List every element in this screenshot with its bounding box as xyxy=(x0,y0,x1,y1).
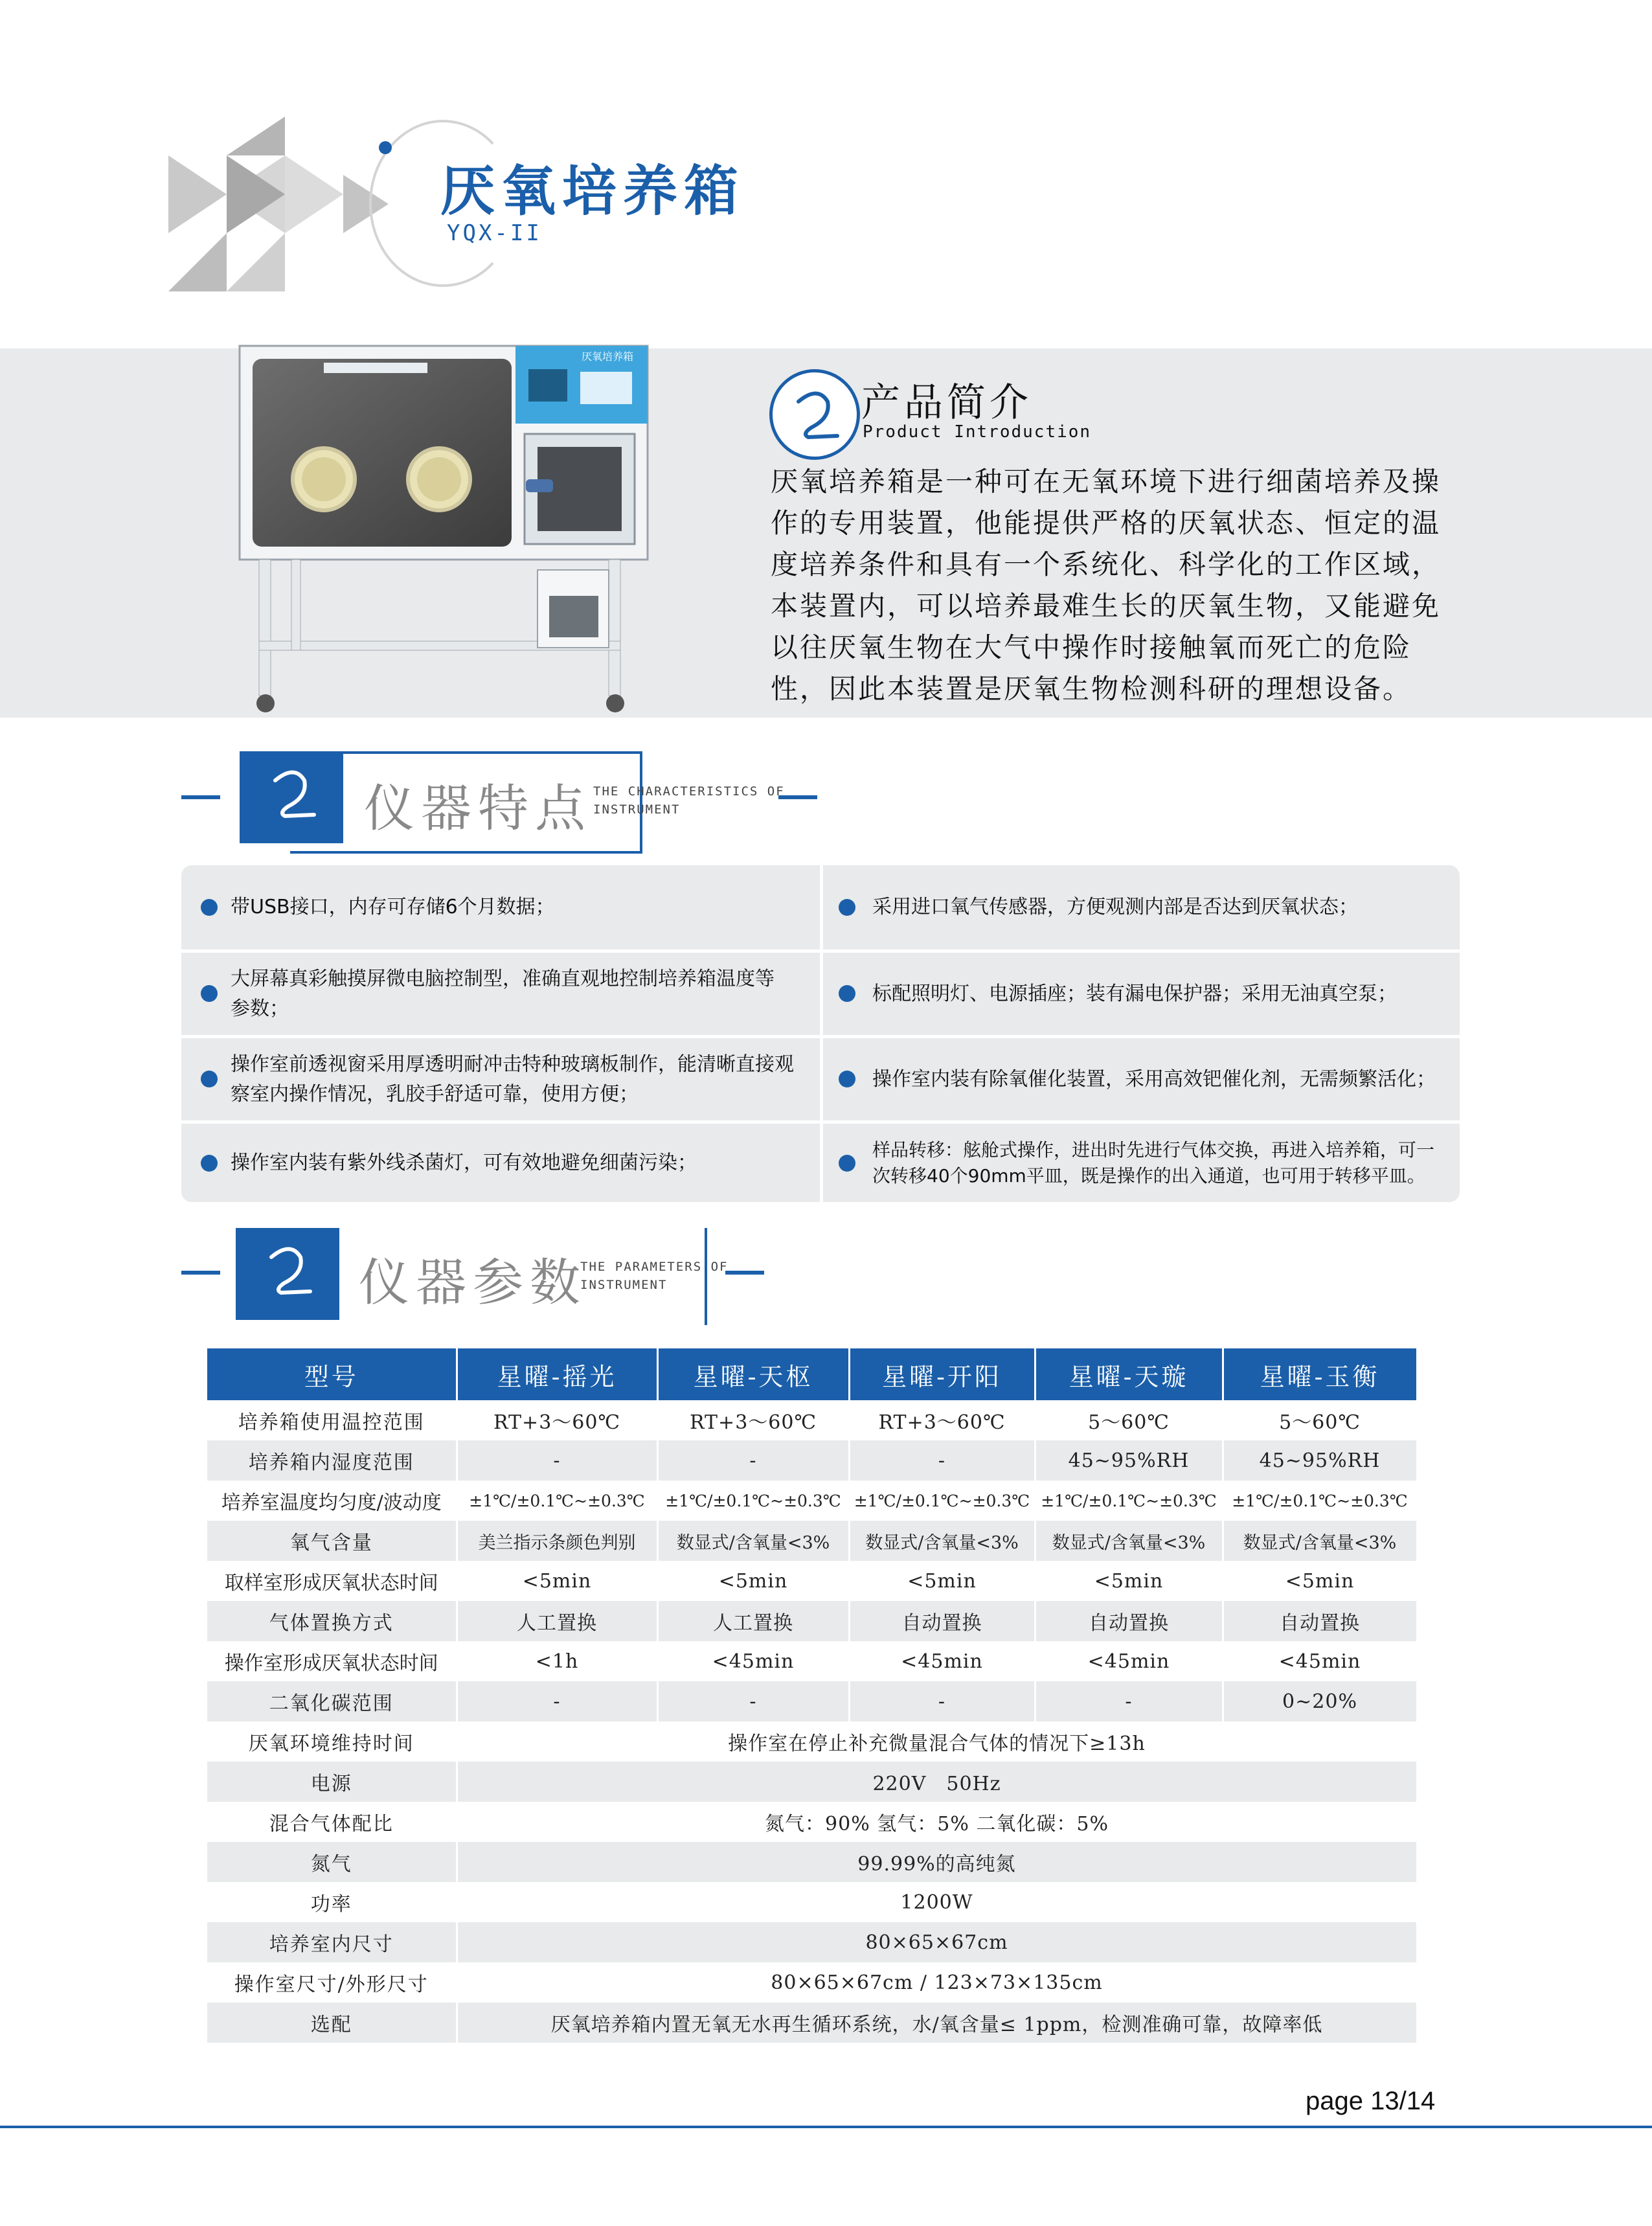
table-header-cell: 星曜-摇光 xyxy=(457,1348,657,1400)
features-section-icon xyxy=(240,751,343,843)
row-label: 培养箱内湿度范围 xyxy=(207,1440,457,1481)
table-header-cell: 星曜-玉衡 xyxy=(1223,1348,1417,1400)
row-label: 氮气 xyxy=(207,1842,457,1882)
table-cell: 自动置换 xyxy=(1223,1601,1417,1641)
bullet-icon xyxy=(839,899,855,916)
table-row xyxy=(207,2003,1417,2043)
feature-text: 带USB接口，内存可存储6个月数据； xyxy=(231,896,555,918)
table-cell: 自动置换 xyxy=(849,1601,1035,1641)
table-row xyxy=(207,1962,1417,2003)
table-cell: 0~20% xyxy=(1223,1681,1417,1721)
features-section-subtitle-1: THE CHARACTERISTICS OF xyxy=(593,784,785,799)
feature-text: 操作室内装有紫外线杀菌灯，可有效地避免细菌污染； xyxy=(231,1151,697,1174)
table-cell: 美兰指示条颜色判别 xyxy=(457,1521,657,1561)
params-section-subtitle-2: INSTRUMENT xyxy=(580,1278,668,1292)
table-cell: 5～60℃ xyxy=(1035,1400,1223,1440)
params-section-line-left xyxy=(181,1271,220,1275)
row-label: 选配 xyxy=(207,2003,457,2043)
table-header-cell: 星曜-天璇 xyxy=(1035,1348,1223,1400)
table-cell: <5min xyxy=(1223,1561,1417,1601)
table-cell: 数显式/含氧量<3% xyxy=(1223,1521,1417,1561)
row-label: 取样室形成厌氧状态时间 xyxy=(207,1561,457,1601)
table-cell: - xyxy=(457,1440,657,1481)
feature-item xyxy=(181,1124,820,1202)
feature-text: 操作室内装有除氧催化装置，采用高效钯催化剂，无需频繁活化； xyxy=(872,1067,1436,1091)
table-cell: - xyxy=(657,1681,849,1721)
table-row xyxy=(207,1561,1417,1601)
intro-title: 产品简介 xyxy=(861,380,1032,426)
table-header-cell: 星曜-天枢 xyxy=(657,1348,849,1400)
row-label: 操作室形成厌氧状态时间 xyxy=(207,1641,457,1681)
params-section-line-right xyxy=(725,1271,764,1275)
table-cell: - xyxy=(457,1681,657,1721)
row-label: 二氧化碳范围 xyxy=(207,1681,457,1721)
table-cell: <45min xyxy=(1223,1641,1417,1681)
params-section-icon xyxy=(236,1228,339,1320)
page-title: 厌氧培养箱 xyxy=(440,159,745,223)
table-header-cell: 星曜-开阳 xyxy=(849,1348,1035,1400)
intro-text: 厌氧培养箱是一种可在无氧环境下进行细菌培养及操作的专用装置，他能提供严格的厌氧状态、恒定的温度培养条件和具有一个系统化、科学化的工作区域，本装置内，可以培养最难生长的厌氧生物，又能避免以往厌氧生物在大气中操作时接触氧而死亡的危险性，因此本装置是厌氧生物检测科研的理想设备。 xyxy=(771,466,1442,705)
table-cell-merged: 220V 50Hz xyxy=(457,1762,1417,1802)
table-cell: 5～60℃ xyxy=(1223,1400,1417,1440)
bullet-icon xyxy=(839,985,855,1002)
params-section-subtitle-1: THE PARAMETERS OF xyxy=(580,1260,729,1274)
table-cell: <5min xyxy=(657,1561,849,1601)
table-cell: 数显式/含氧量<3% xyxy=(849,1521,1035,1561)
features-section-subtitle-2: INSTRUMENT xyxy=(593,802,681,817)
footer-line xyxy=(0,2126,1652,2128)
table-cell: ±1℃/±0.1℃~±0.3℃ xyxy=(457,1481,657,1521)
table-row xyxy=(207,1802,1417,1842)
table-cell: <5min xyxy=(1035,1561,1223,1601)
row-label: 气体置换方式 xyxy=(207,1601,457,1641)
table-cell: 45~95%RH xyxy=(1223,1440,1417,1481)
bullet-icon xyxy=(201,985,218,1002)
table-cell-merged: 1200W xyxy=(457,1882,1417,1922)
table-cell: RT+3～60℃ xyxy=(457,1400,657,1440)
table-row xyxy=(207,1922,1417,1962)
feature-text: 操作室前透视窗采用厚透明耐冲击特种玻璃板制作，能清晰直接观察室内操作情况，乳胶手舒适可靠，使用方便； xyxy=(231,1052,794,1106)
table-row xyxy=(207,1481,1417,1521)
feature-item xyxy=(823,1124,1460,1202)
bullet-icon xyxy=(839,1155,855,1172)
table-cell: - xyxy=(849,1681,1035,1721)
table-cell: 45~95%RH xyxy=(1035,1440,1223,1481)
bullet-icon xyxy=(201,1155,218,1172)
table-row xyxy=(207,1521,1417,1561)
table-cell-merged: 99.99%的高纯氮 xyxy=(457,1842,1417,1882)
header-dot xyxy=(379,141,392,154)
intro-logo-icon xyxy=(769,369,860,460)
table-row xyxy=(207,1440,1417,1481)
row-label: 混合气体配比 xyxy=(207,1802,457,1842)
features-section-line-left xyxy=(181,795,220,799)
row-label: 操作室尺寸/外形尺寸 xyxy=(207,1962,457,2003)
feature-item xyxy=(181,865,820,949)
feature-text: 采用进口氧气传感器，方便观测内部是否达到厌氧状态； xyxy=(872,896,1358,918)
feature-item xyxy=(823,953,1460,1035)
table-cell: RT+3～60℃ xyxy=(657,1400,849,1440)
page-number: page 13/14 xyxy=(1306,2087,1436,2115)
header-decoration xyxy=(168,117,402,291)
table-cell: 数显式/含氧量<3% xyxy=(657,1521,849,1561)
table-row xyxy=(207,1721,1417,1762)
table-cell: <45min xyxy=(849,1641,1035,1681)
product-image xyxy=(233,343,654,725)
feature-item xyxy=(181,953,820,1035)
table-row xyxy=(207,1882,1417,1922)
table-cell: ±1℃/±0.1℃~±0.3℃ xyxy=(1223,1481,1417,1521)
row-label: 培养箱使用温控范围 xyxy=(207,1400,457,1440)
table-row xyxy=(207,1641,1417,1681)
panel-label: 厌氧培养箱 xyxy=(582,350,634,363)
features-section-title: 仪器特点 xyxy=(364,780,593,838)
table-cell: 人工置换 xyxy=(657,1601,849,1641)
table-row xyxy=(207,1601,1417,1641)
intro-subtitle: Product Introduction xyxy=(863,422,1092,442)
table-cell-merged: 80×65×67cm xyxy=(457,1922,1417,1962)
table-row xyxy=(207,1681,1417,1721)
params-table xyxy=(207,1348,1418,2043)
bullet-icon xyxy=(201,899,218,916)
row-label: 培养室温度均匀度/波动度 xyxy=(207,1481,457,1521)
table-cell: <5min xyxy=(457,1561,657,1601)
table-cell-merged: 氮气：90% 氢气：5% 二氧化碳：5% xyxy=(457,1802,1417,1842)
row-label: 功率 xyxy=(207,1882,457,1922)
row-label: 氧气含量 xyxy=(207,1521,457,1561)
table-cell: 自动置换 xyxy=(1035,1601,1223,1641)
table-cell-merged: 操作室在停止补充微量混合气体的情况下≥13h xyxy=(457,1721,1417,1762)
table-row xyxy=(207,1762,1417,1802)
table-cell: ±1℃/±0.1℃~±0.3℃ xyxy=(849,1481,1035,1521)
table-cell: 数显式/含氧量<3% xyxy=(1035,1521,1223,1561)
table-cell: ±1℃/±0.1℃~±0.3℃ xyxy=(1035,1481,1223,1521)
feature-text: 样品转移：舷舱式操作，进出时先进行气体交换，再进入培养箱，可一次转移40个90mm平皿，既是操作的出入通道，也可用于转移平皿。 xyxy=(872,1139,1435,1187)
feature-item xyxy=(823,865,1460,949)
table-row xyxy=(207,1842,1417,1882)
table-cell: - xyxy=(849,1440,1035,1481)
table-cell: 人工置换 xyxy=(457,1601,657,1641)
feature-item xyxy=(823,1038,1460,1120)
table-cell: <45min xyxy=(1035,1641,1223,1681)
row-label: 电源 xyxy=(207,1762,457,1802)
table-cell: ±1℃/±0.1℃~±0.3℃ xyxy=(657,1481,849,1521)
row-label: 厌氧环境维持时间 xyxy=(207,1721,457,1762)
params-section-title: 仪器参数 xyxy=(359,1254,587,1312)
table-cell: <1h xyxy=(457,1641,657,1681)
table-cell: - xyxy=(657,1440,849,1481)
table-header-row xyxy=(207,1348,1417,1400)
feature-item xyxy=(181,1038,820,1120)
bullet-icon xyxy=(201,1071,218,1087)
table-cell-merged: 厌氧培养箱内置无氧无水再生循环系统，水/氧含量≤ 1ppm，检测准确可靠，故障率低 xyxy=(457,2003,1417,2043)
table-cell: - xyxy=(1035,1681,1223,1721)
table-header-cell: 型号 xyxy=(207,1348,457,1400)
table-cell: <5min xyxy=(849,1561,1035,1601)
table-cell: <45min xyxy=(657,1641,849,1681)
table-row xyxy=(207,1400,1417,1440)
table-cell: RT+3～60℃ xyxy=(849,1400,1035,1440)
feature-text: 标配照明灯、电源插座；装有漏电保护器；采用无油真空泵； xyxy=(872,982,1397,1005)
row-label: 培养室内尺寸 xyxy=(207,1922,457,1962)
model-code: YQX-II xyxy=(447,220,542,246)
bullet-icon xyxy=(839,1071,855,1087)
feature-text: 大屏幕真彩触摸屏微电脑控制型，准确直观地控制培养箱温度等参数； xyxy=(231,967,775,1020)
table-cell-merged: 80×65×67cm / 123×73×135cm xyxy=(457,1962,1417,2003)
